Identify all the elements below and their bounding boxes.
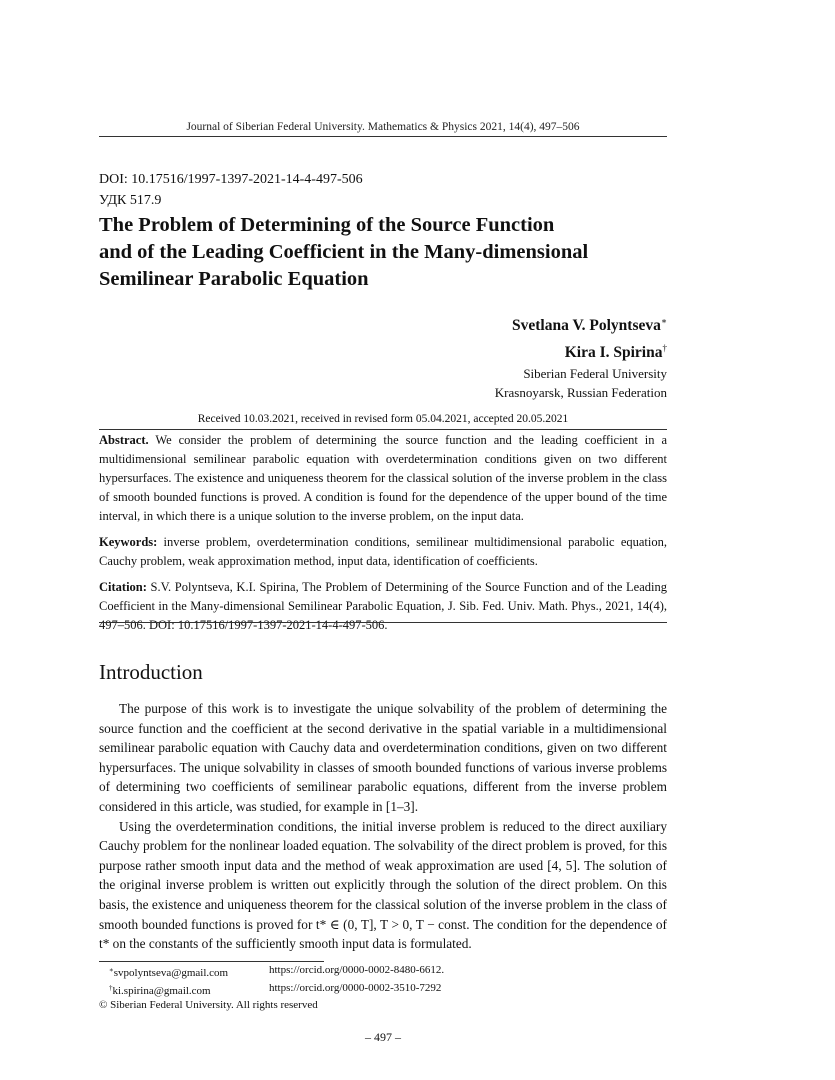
footnote-email[interactable]: svpolyntseva@gmail.com — [113, 967, 229, 979]
udk: УДК 517.9 — [99, 193, 162, 208]
introduction-body — [99, 699, 667, 954]
author — [495, 310, 667, 337]
title-line: Semilinear Parabolic Equation — [99, 268, 369, 290]
keywords-label: Keywords: — [99, 535, 158, 549]
author-mark: † — [662, 343, 667, 353]
affiliation-line: Siberian Federal University — [523, 366, 667, 381]
paragraph: The purpose of this work is to investigate the unique solvability of the problem of determining the source function and the coefficient at the second derivative in the spatial variable in a multidimensional semilinear parabolic equation with Cauchy data and overdetermination conditions, given on two different hypersurfaces. The unique solvability in classes of smooth bounded functions of various inverse problems of determining two coefficients of semilinear parabolic equations, different from the inverse problem considered in this article, was studied, for example in [1–3]. — [99, 701, 667, 814]
abstract-label: Abstract. — [99, 433, 149, 447]
footnote-orcid[interactable]: https://orcid.org/0000-0002-3510-7292 — [269, 981, 442, 994]
section-heading: Introduction — [99, 660, 203, 684]
abstract-block — [99, 431, 667, 642]
keywords-text: inverse problem, overdetermination conditions, semilinear multidimensional parabolic equation, Cauchy problem, weak approximation method, input data, identification of coefficients. — [99, 535, 667, 568]
author-name: Svetlana V. Polyntseva — [512, 317, 661, 334]
footnote — [99, 963, 667, 981]
author-mark: ∗ — [660, 316, 667, 326]
paragraph — [99, 817, 667, 954]
paragraph-text: t* ∈ (0, T], T > 0, T − const. The condition for the dependence of t* on the constants of the sufficiently smooth input data is formulated. — [99, 916, 667, 952]
title-line: and of the Leading Coefficient in the Many-dimensional — [99, 241, 589, 263]
paper-title — [99, 212, 659, 293]
author-block — [495, 310, 667, 402]
citation-label: Citation: — [99, 580, 147, 594]
footnote-email[interactable]: ki.spirina@gmail.com — [112, 984, 211, 997]
header-rule — [99, 136, 667, 137]
keywords — [99, 533, 667, 571]
received-dates: Received 10.03.2021, received in revised form 05.04.2021, accepted 20.05.2021 — [197, 413, 569, 425]
paragraph-text: Using the overdetermination conditions, the initial inverse problem is reduced to the direct auxiliary Cauchy problem for the nonlinear loaded equation. The solvability of the direct problem is proved, for this purpose rather smooth input data and the method of weak approximation are used [4, 5]. The solution of the original inverse problem is written out explicitly through the solution of the direct problem. On this basis, the existence and uniqueness theorem for the classical solution of the inverse problem in the class of smooth bounded functions is proved for — [99, 818, 667, 932]
abstract-rule-top — [99, 429, 667, 430]
citation-text: S.V. Polyntseva, K.I. Spirina, The Problem of Determining of the Source Function and of the Leading Coefficient in the Many-dimensional Semilinear Parabolic Equation, J. Sib. Fed. Univ. Math. Phys., 2021, 14(4), 497–506. DOI: 10.17516/1997-1397-2021-14-4-497-506. — [99, 580, 667, 632]
title-line: The Problem of Determining of the Source Function — [99, 214, 555, 236]
author-name: Kira I. Spirina — [564, 344, 663, 361]
citation — [99, 578, 667, 635]
abstract-rule-bottom — [99, 622, 667, 623]
copyright: © Siberian Federal University. All rights reserved — [99, 999, 318, 1011]
footnote-mark: ∗ — [109, 966, 114, 974]
footnote-mark: † — [109, 983, 113, 992]
author — [495, 337, 667, 364]
footnote-rule — [99, 961, 324, 962]
doi: DOI: 10.17516/1997-1397-2021-14-4-497-506 — [99, 172, 363, 187]
abstract — [99, 431, 667, 526]
page-number: – 497 – — [365, 1030, 401, 1044]
running-head: Journal of Siberian Federal University. Mathematics & Physics 2021, 14(4), 497–506 — [186, 121, 580, 133]
footnotes — [99, 963, 667, 1013]
footnote — [99, 981, 667, 999]
footnote-orcid[interactable]: https://orcid.org/0000-0002-8480-6612. — [269, 964, 445, 976]
abstract-text: We consider the problem of determining the source function and the leading coefficient in a multidimensional semilinear parabolic equation with overdetermination conditions given on two different hypersurfaces. The existence and uniqueness theorem for the classical solution of the inverse problem in the class of smooth bounded functions is proved. A condition is found for the dependence of the upper bound of the time interval, in which there is a unique solution to the inverse problem, on the input data. — [99, 433, 667, 523]
affiliation-line: Krasnoyarsk, Russian Federation — [494, 385, 667, 400]
